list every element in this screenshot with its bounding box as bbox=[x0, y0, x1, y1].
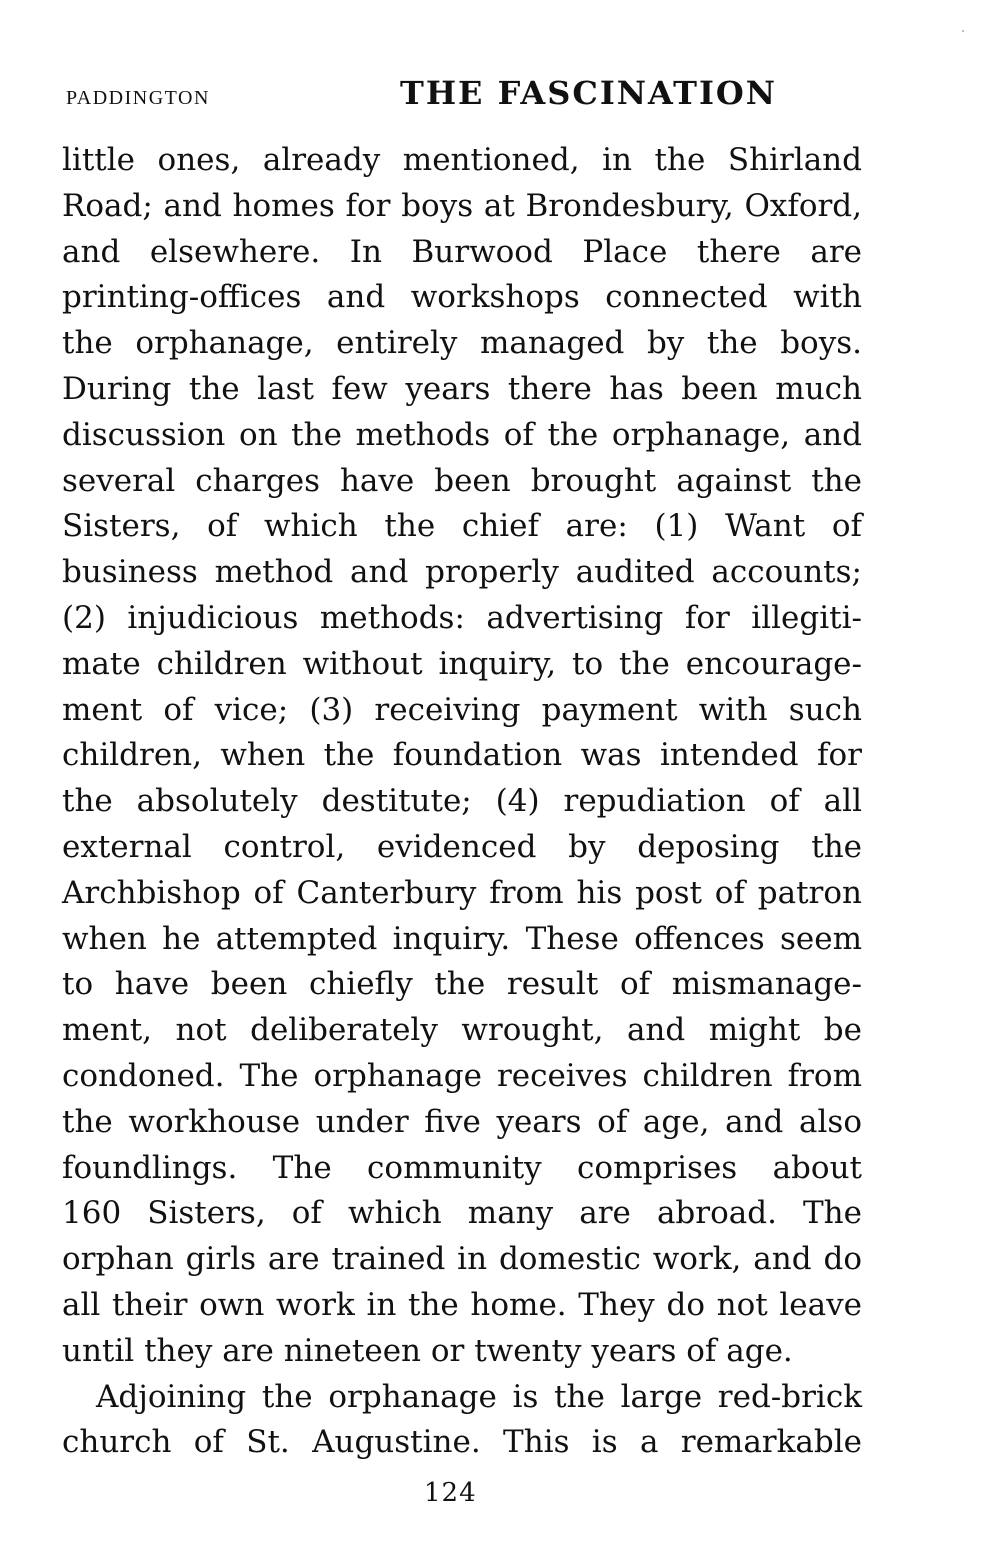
text-line: external control, evidenced by deposing the bbox=[62, 828, 862, 865]
text-line: Adjoining the orphanage is the large red-brick bbox=[96, 1378, 862, 1415]
text-line: foundlings. The community comprises about bbox=[62, 1149, 862, 1186]
text-line: (2) injudicious methods: advertising for illegiti- bbox=[62, 599, 862, 636]
page-number: 124 bbox=[424, 1478, 477, 1508]
running-head-location: PADDINGTON bbox=[66, 87, 210, 109]
text-line: Road; and homes for boys at Brondesbury, Oxford, bbox=[62, 187, 862, 224]
text-line: several charges have been brought against the bbox=[62, 462, 862, 499]
text-line: children, when the foundation was intended for bbox=[62, 737, 862, 774]
text-line: until they are nineteen or twenty years of age. bbox=[62, 1332, 793, 1369]
text-line: the absolutely destitute; (4) repudiation of all bbox=[62, 783, 862, 820]
text-line: 160 Sisters, of which many are abroad. The bbox=[62, 1195, 862, 1232]
text-line: little ones, already mentioned, in the Shirland bbox=[62, 142, 862, 178]
text-line: ment of vice; (3) receiving payment with such bbox=[62, 691, 862, 728]
text-line: printing-offices and workshops connected with bbox=[62, 279, 862, 316]
running-head-title: THE FASCINATION bbox=[400, 74, 778, 112]
text-line: the orphanage, entirely managed by the boys. bbox=[62, 325, 862, 362]
text-line: discussion on the methods of the orphanage, and bbox=[62, 416, 862, 453]
text-line: ment, not deliberately wrought, and might be bbox=[62, 1012, 862, 1049]
text-line: orphan girls are trained in domestic work, and do bbox=[62, 1241, 862, 1278]
text-line: business method and properly audited accounts; bbox=[62, 554, 862, 591]
text-line: During the last few years there has been much bbox=[62, 370, 862, 407]
text-line: when he attempted inquiry. These offences seem bbox=[62, 920, 862, 957]
text-line: all their own work in the home. They do not leave bbox=[62, 1286, 862, 1323]
text-line: Sisters, of which the chief are: (1) Want of bbox=[62, 508, 862, 545]
paper-speck bbox=[962, 30, 964, 32]
text-line: Archbishop of Canterbury from his post of patron bbox=[62, 874, 862, 911]
text-line: and elsewhere. In Burwood Place there are bbox=[62, 233, 862, 270]
text-line: the workhouse under five years of age, and also bbox=[62, 1103, 862, 1140]
text-line: mate children without inquiry, to the encourage- bbox=[62, 645, 862, 682]
paragraph-2 bbox=[62, 1375, 862, 1467]
text-line: condoned. The orphanage receives children from bbox=[62, 1057, 862, 1094]
paragraph-1 bbox=[62, 138, 862, 1375]
body-text bbox=[62, 138, 862, 1466]
text-line: to have been chiefly the result of mismanage- bbox=[62, 966, 862, 1003]
text-line: church of St. Augustine. This is a remarkable bbox=[62, 1424, 862, 1461]
